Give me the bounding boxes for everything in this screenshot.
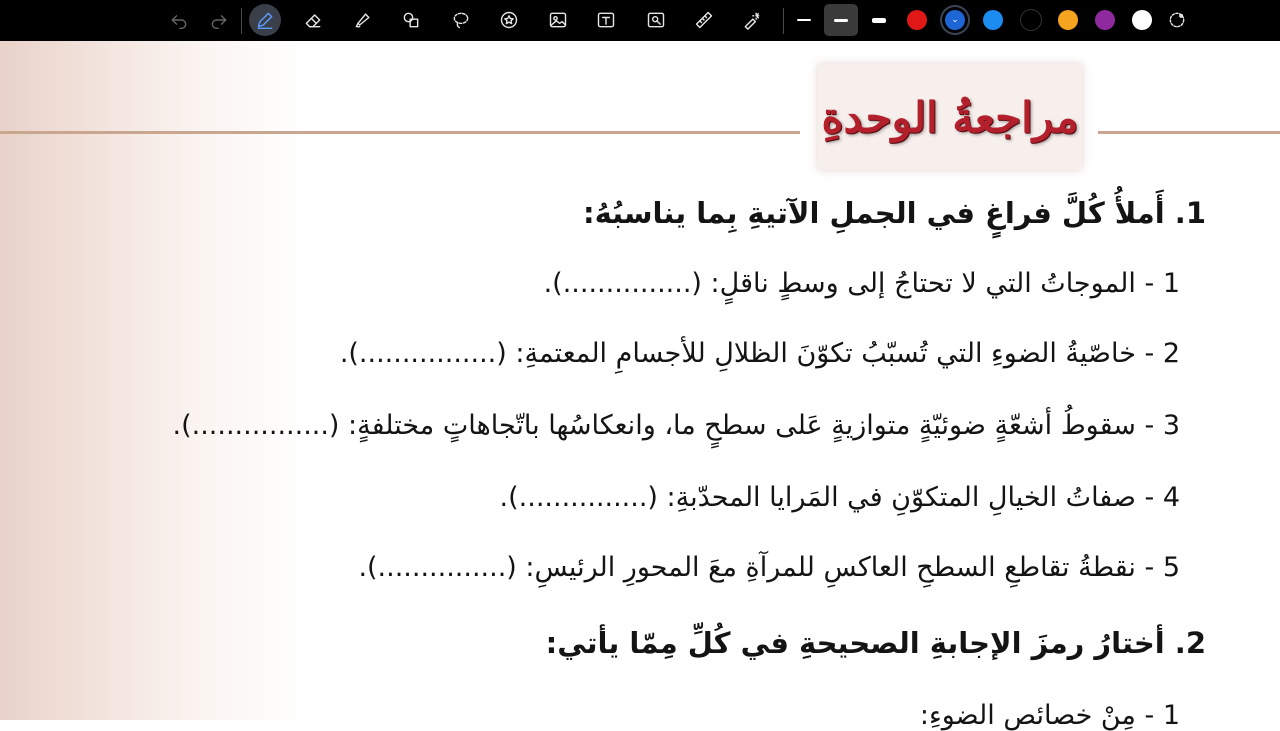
question-2-heading: 2. أختارُ رمزَ الإجابةِ الصحيحةِ في كُلِّ مِمّا يأتي: [545,626,1206,660]
color-picker-icon [1167,10,1187,30]
undo-button[interactable] [163,4,195,36]
image-search-tool-button[interactable] [640,4,672,36]
color-swatch-orange[interactable] [1058,10,1078,30]
pen-icon [255,10,275,30]
highlighter-tool-button[interactable] [347,4,379,36]
pen-tool-button[interactable] [249,4,281,36]
color-swatch-blue-selected[interactable] [945,10,965,30]
color-swatch-red[interactable] [907,10,927,30]
laser-pointer-icon [742,10,762,30]
stroke-width-medium[interactable] [824,4,858,36]
ruler-icon [694,10,714,30]
redo-button[interactable] [203,4,235,36]
shapes-icon [401,10,421,30]
title-banner [818,64,1082,170]
stroke-width-thin[interactable] [787,4,821,36]
sticker-icon [499,10,519,30]
image-search-icon [646,10,666,30]
toolbar-separator [783,8,784,34]
medium-line-icon [834,19,848,22]
question-1-heading: 1. أَملأُ كُلَّ فراغٍ في الجملِ الآتيةِ بِما يناسبُهُ: [582,196,1206,230]
question-1-item-1: 1 - الموجاتُ التي لا تحتاجُ إلى وسطٍ ناقلٍ: (...............). [543,268,1180,299]
redo-icon [209,10,229,30]
text-icon [596,10,616,30]
stroke-width-thick[interactable] [862,4,896,36]
thick-line-icon [872,18,886,23]
eraser-icon [303,10,323,30]
color-swatch-purple[interactable] [1095,10,1115,30]
lasso-icon [451,10,471,30]
page-title: مراجعةُ الوحدةِ [821,92,1079,142]
shapes-tool-button[interactable] [395,4,427,36]
question-1-item-2: 2 - خاصّيةُ الضوءِ التي تُسبّبُ تكوّنَ الظلالِ للأجسامِ المعتمةِ: (................). [339,338,1180,369]
thin-line-icon [797,19,811,21]
ruler-tool-button[interactable] [688,4,720,36]
color-swatch-black[interactable] [1021,10,1041,30]
drawing-toolbar [0,0,1280,42]
document-page [0,41,1280,720]
sticker-tool-button[interactable] [493,4,525,36]
image-icon [548,10,568,30]
question-1-item-3: 3 - سقوطُ أشعّةٍ ضوئيّةٍ متوازيةٍ عَلى سطحٍ ما، وانعكاسُها باتّجاهاتٍ مختلفةٍ: (................). [172,410,1180,441]
image-tool-button[interactable] [542,4,574,36]
title-rule-left [0,131,800,134]
question-2-item-1: 1 - مِنْ خصائصِ الضوءِ: [919,700,1180,731]
laser-pointer-tool-button[interactable] [736,4,768,36]
toolbar-separator [241,8,242,34]
title-rule-right [1098,131,1280,134]
text-tool-button[interactable] [590,4,622,36]
color-swatch-white[interactable] [1132,10,1152,30]
lasso-tool-button[interactable] [445,4,477,36]
color-picker-button[interactable] [1161,4,1193,36]
highlighter-icon [353,10,373,30]
color-swatch-light-blue[interactable] [983,10,1003,30]
question-1-item-5: 5 - نقطةُ تقاطعِ السطحِ العاكسِ للمرآةِ معَ المحورِ الرئيسِ: (...............). [358,552,1180,583]
undo-icon [169,10,189,30]
eraser-tool-button[interactable] [297,4,329,36]
question-1-item-4: 4 - صفاتُ الخيالِ المتكوّنِ في المَرايا المحدّبةِ: (...............). [499,482,1180,513]
chevron-down-icon: ⌄ [951,15,959,25]
